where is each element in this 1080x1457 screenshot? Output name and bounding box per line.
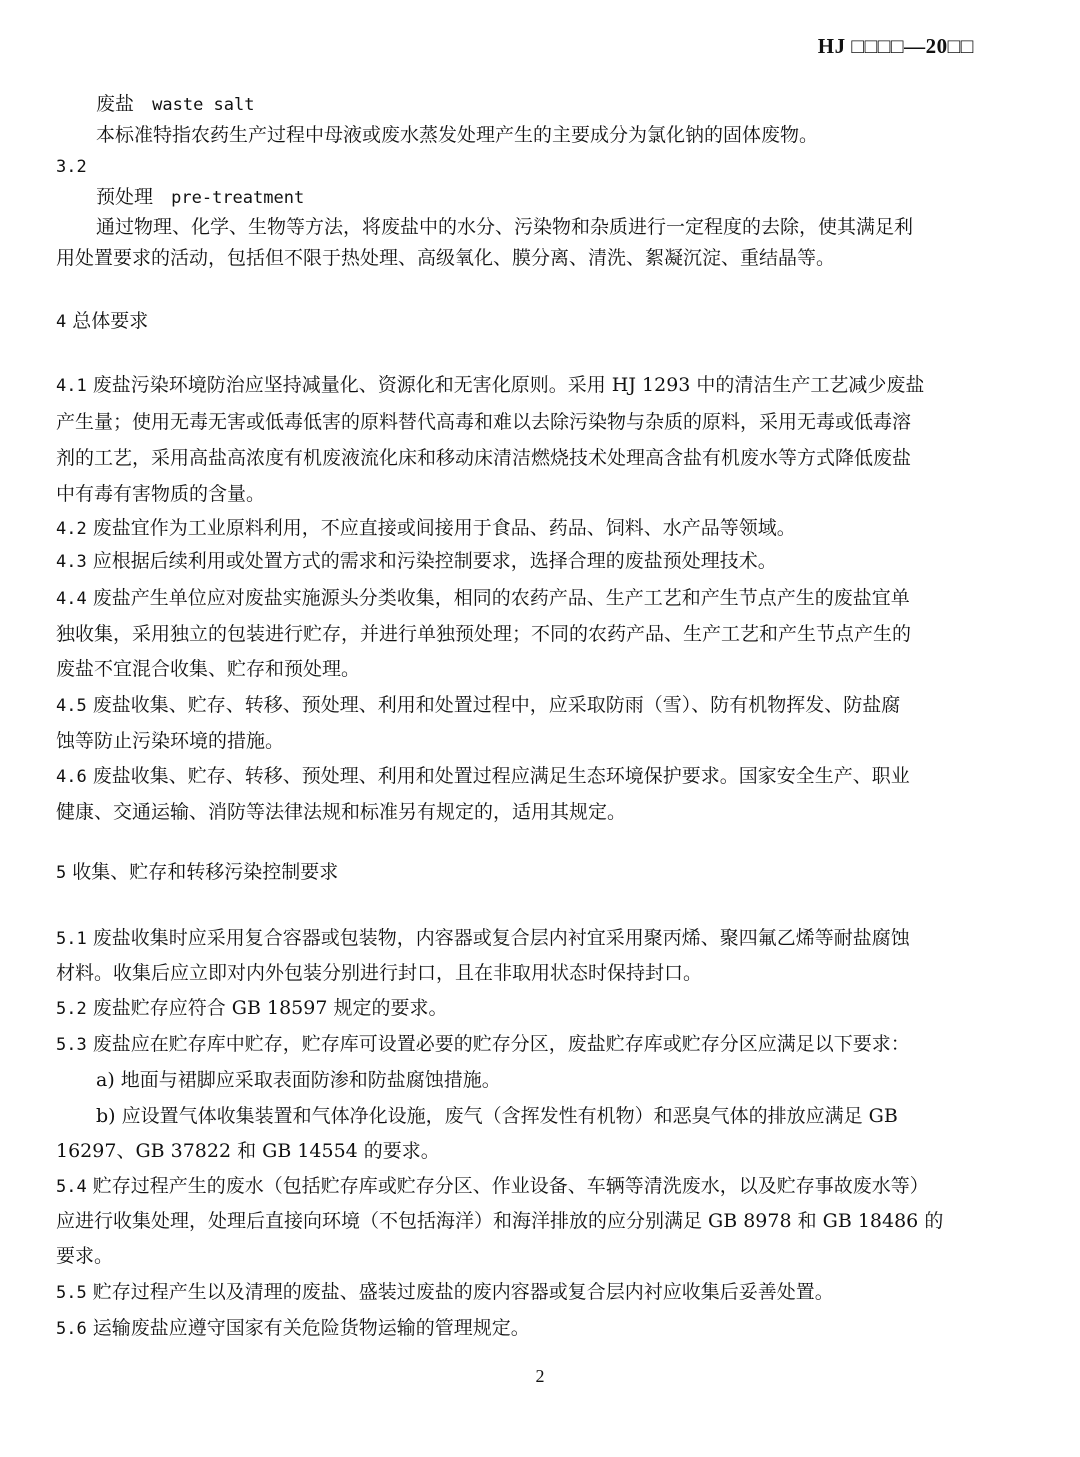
standard-code-header: HJ □□□□—20□□ <box>817 34 974 58</box>
clause-text: 废盐收集时应采用复合容器或包装物，内容器或复合层内衬宜采用聚丙烯、聚四氟乙烯等耐盐腐蚀 <box>92 927 910 949</box>
clause-5-3-item-b: b) 应设置气体收集装置和气体净化设施，废气（含挥发性有机物）和恶臭气体的排放应满足 GB <box>96 1105 898 1127</box>
clause-text: 废盐应在贮存库中贮存，贮存库可设置必要的贮存分区，废盐贮存库或贮存分区应满足以下要求： <box>92 1033 910 1055</box>
clause-4-3 <box>56 549 976 574</box>
term-cn: 预处理 <box>96 186 154 208</box>
definition-pretreatment-line: 通过物理、化学、生物等方法，将废盐中的水分、污染物和杂质进行一定程度的去除，使其满足利 <box>96 216 914 238</box>
clause-text: 贮存过程产生以及清理的废盐、盛装过废盐的废内容器或复合层内衬应收集后妥善处置。 <box>92 1281 834 1303</box>
clause-number: 5.6 <box>56 1319 87 1339</box>
clause-number: 5.3 <box>56 1035 87 1055</box>
clause-text: 废盐收集、贮存、转移、预处理、利用和处置过程应满足生态环境保护要求。国家安全生产、职业 <box>92 765 910 787</box>
clause-number: 4.1 <box>56 376 87 396</box>
clause-number: 5.4 <box>56 1177 87 1197</box>
clause-number: 4.3 <box>56 552 87 572</box>
clause-4-6-line: 健康、交通运输、消防等法律法规和标准另有规定的，适用其规定。 <box>56 801 627 823</box>
clause-4-2 <box>56 516 976 541</box>
section-4-heading <box>56 309 976 334</box>
clause-text: 应根据后续利用或处置方式的需求和污染控制要求，选择合理的废盐预处理技术。 <box>92 550 777 572</box>
section-5-heading <box>56 860 976 885</box>
clause-number: 4.4 <box>56 589 87 609</box>
definition-pretreatment-line: 用处置要求的活动，包括但不限于热处理、高级氧化、膜分离、清洗、絮凝沉淀、重结晶等。 <box>56 247 836 269</box>
clause-number: 4.6 <box>56 767 87 787</box>
clause-text: 废盐污染环境防治应坚持减量化、资源化和无害化原则。采用 HJ 1293 中的清洁生产工艺减少废盐 <box>92 374 925 396</box>
term-waste-salt <box>96 92 1016 117</box>
term-en: waste salt <box>152 95 255 115</box>
clause-number: 4.5 <box>56 696 87 716</box>
section-number: 5 <box>56 863 67 883</box>
clause-4-4-line: 废盐不宜混合收集、贮存和预处理。 <box>56 658 361 680</box>
section-title: 总体要求 <box>72 310 149 332</box>
clause-text: 运输废盐应遵守国家有关危险货物运输的管理规定。 <box>92 1317 530 1339</box>
clause-4-1 <box>56 373 976 398</box>
clause-5-3 <box>56 1032 976 1057</box>
definition-waste-salt: 本标准特指农药生产过程中母液或废水蒸发处理产生的主要成分为氯化钠的固体废物。 <box>96 124 819 146</box>
section-number: 4 <box>56 312 67 332</box>
clause-text: 废盐宜作为工业原料利用，不应直接或间接用于食品、药品、饲料、水产品等领域。 <box>92 517 796 539</box>
clause-4-5 <box>56 693 976 718</box>
clause-4-1-line: 剂的工艺，采用高盐高浓度有机废液流化床和移动床清洁燃烧技术处理高含盐有机废水等方式降低废盐 <box>56 447 912 469</box>
clause-5-1 <box>56 926 976 951</box>
clause-number: 3.2 <box>56 157 87 177</box>
clause-text: 废盐收集、贮存、转移、预处理、利用和处置过程中，应采取防雨（雪）、防有机物挥发、防盐腐 <box>92 694 901 716</box>
clause-5-2 <box>56 996 976 1021</box>
clause-5-1-line: 材料。收集后应立即对内外包装分别进行封口，且在非取用状态时保持封口。 <box>56 962 703 984</box>
clause-5-4-line: 应进行收集处理，处理后直接向环境（不包括海洋）和海洋排放的应分别满足 GB 8978 和 GB 18486 的 <box>56 1210 944 1232</box>
clause-text: 废盐贮存应符合 GB 18597 规定的要求。 <box>92 997 448 1019</box>
clause-number: 5.1 <box>56 929 87 949</box>
term-cn: 废盐 <box>96 93 135 115</box>
term-pretreatment <box>96 185 1016 210</box>
clause-5-5 <box>56 1280 976 1305</box>
term-en: pre-treatment <box>171 188 305 208</box>
clause-text: 废盐产生单位应对废盐实施源头分类收集，相同的农药产品、生产工艺和产生节点产生的废盐宜单 <box>92 587 910 609</box>
clause-4-1-line: 中有毒有害物质的含量。 <box>56 483 266 505</box>
clause-number: 5.2 <box>56 999 87 1019</box>
clause-number: 4.2 <box>56 519 87 539</box>
clause-4-6 <box>56 764 976 789</box>
clause-5-4-line: 要求。 <box>56 1245 114 1267</box>
clause-number: 5.5 <box>56 1283 87 1303</box>
clause-5-6 <box>56 1316 976 1341</box>
page-number: 2 <box>535 1366 545 1386</box>
section-title: 收集、贮存和转移污染控制要求 <box>72 861 339 883</box>
clause-4-1-line: 产生量；使用无毒无害或低毒低害的原料替代高毒和难以去除污染物与杂质的原料，采用无毒或低毒溶 <box>56 411 912 433</box>
clause-5-4 <box>56 1174 976 1199</box>
clause-4-4 <box>56 586 976 611</box>
clause-5-3-item-a: a) 地面与裙脚应采取表面防渗和防盐腐蚀措施。 <box>96 1069 501 1091</box>
clause-4-5-line: 蚀等防止污染环境的措施。 <box>56 730 285 752</box>
clause-text: 贮存过程产生的废水（包括贮存库或贮存分区、作业设备、车辆等清洗废水，以及贮存事故废水等） <box>92 1175 929 1197</box>
clause-4-4-line: 独收集，采用独立的包装进行贮存，并进行单独预处理；不同的农药产品、生产工艺和产生节点产生的 <box>56 623 912 645</box>
clause-5-3-item-b-line: 16297、GB 37822 和 GB 14554 的要求。 <box>56 1140 440 1162</box>
